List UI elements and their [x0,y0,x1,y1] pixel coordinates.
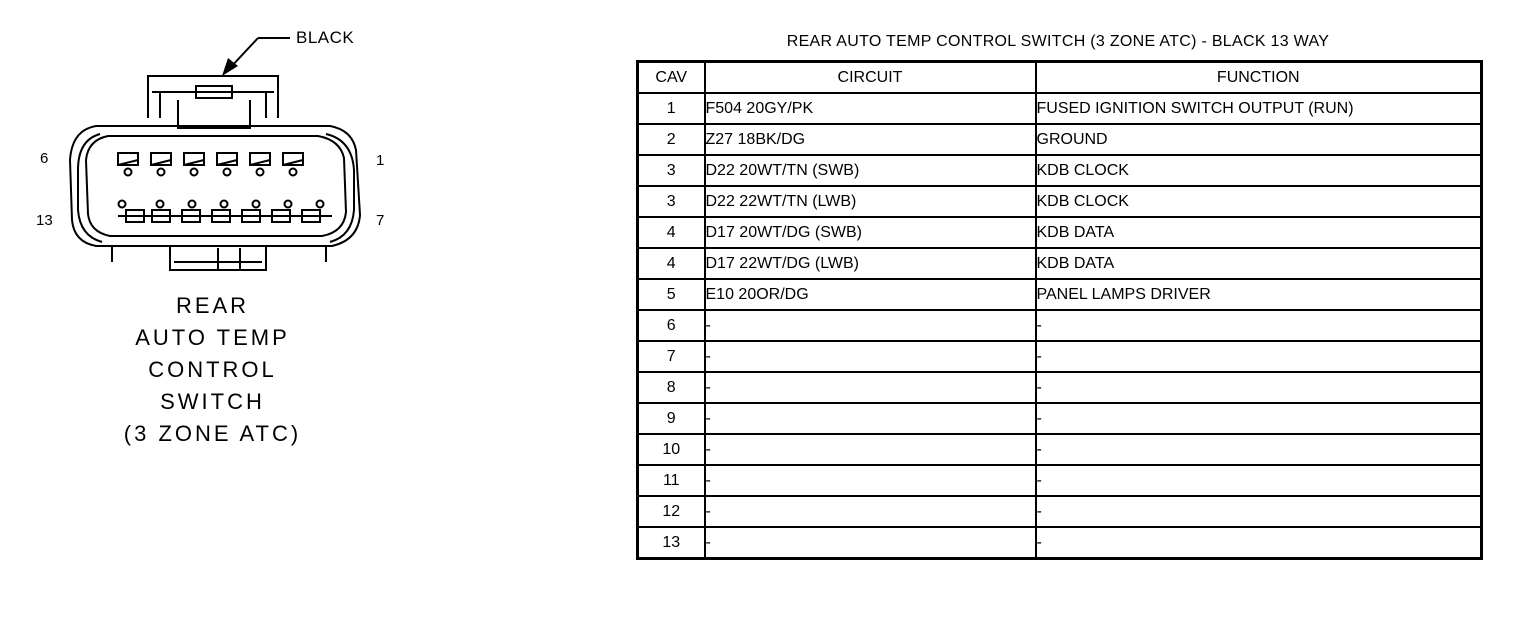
function-cell: KDB CLOCK [1036,155,1482,186]
table-row [638,310,1482,341]
circuit-cell: D22 22WT/TN (LWB) [705,186,1036,217]
circuit-cell: E10 20OR/DG [705,279,1036,310]
function-cell: - [1036,403,1482,434]
function-cell: PANEL LAMPS DRIVER [1036,279,1482,310]
circuit-cell: D17 22WT/DG (LWB) [705,248,1036,279]
table-row [638,217,1482,248]
cav-cell: 13 [638,527,705,559]
cav-cell: 2 [638,124,705,155]
table-row [638,186,1482,217]
table-row [638,496,1482,527]
function-cell: KDB CLOCK [1036,186,1482,217]
circuit-cell: - [705,496,1036,527]
function-cell: - [1036,527,1482,559]
function-cell: - [1036,341,1482,372]
table-title: REAR AUTO TEMP CONTROL SWITCH (3 ZONE ATC) - BLACK 13 WAY [786,33,1330,50]
circuit-cell: - [705,465,1036,496]
color-callout-label: BLACK [296,28,355,47]
pin-label-top-right: 1 [376,152,385,169]
circuit-cell: - [705,372,1036,403]
table-row [638,434,1482,465]
function-cell: - [1036,434,1482,465]
cav-cell: 5 [638,279,705,310]
cav-cell: 6 [638,310,705,341]
pinout-table [636,60,1483,560]
cav-cell: 1 [638,93,705,124]
circuit-cell: - [705,527,1036,559]
function-cell: FUSED IGNITION SWITCH OUTPUT (RUN) [1036,93,1482,124]
table-row [638,527,1482,559]
connector-name-line: CONTROL [148,357,277,382]
connector-name-line: AUTO TEMP [135,325,290,350]
cav-cell: 4 [638,217,705,248]
circuit-cell: F504 20GY/PK [705,93,1036,124]
header-function: FUNCTION [1036,62,1482,94]
circuit-cell: D22 20WT/TN (SWB) [705,155,1036,186]
function-cell: KDB DATA [1036,217,1482,248]
pin-label-top-left: 6 [40,150,49,167]
function-cell: KDB DATA [1036,248,1482,279]
header-cav: CAV [638,62,705,94]
function-cell: GROUND [1036,124,1482,155]
connector-name-line: (3 ZONE ATC) [123,421,302,446]
table-row [638,155,1482,186]
table-row [638,93,1482,124]
circuit-cell: - [705,434,1036,465]
cav-cell: 9 [638,403,705,434]
cav-cell: 4 [638,248,705,279]
cav-cell: 8 [638,372,705,403]
table-row [638,403,1482,434]
connector-name-line: REAR [175,293,250,318]
connector-diagram [0,0,430,460]
table-row [638,279,1482,310]
table-row [638,248,1482,279]
table-body [638,93,1482,559]
cav-cell: 10 [638,434,705,465]
function-cell: - [1036,465,1482,496]
circuit-cell: - [705,403,1036,434]
circuit-cell: - [705,310,1036,341]
pin-label-bottom-right: 7 [376,212,385,229]
circuit-cell: D17 20WT/DG (SWB) [705,217,1036,248]
cav-cell: 7 [638,341,705,372]
cav-cell: 12 [638,496,705,527]
table-row [638,341,1482,372]
function-cell: - [1036,310,1482,341]
table-row [638,124,1482,155]
function-cell: - [1036,372,1482,403]
connector-name-line: SWITCH [160,389,265,414]
connector-name [95,290,330,450]
cav-cell: 11 [638,465,705,496]
cav-cell: 3 [638,155,705,186]
pin-label-bottom-left: 13 [36,212,53,229]
table-header-row [638,62,1482,94]
function-cell: - [1036,496,1482,527]
table-row [638,465,1482,496]
cav-cell: 3 [638,186,705,217]
circuit-cell: - [705,341,1036,372]
circuit-cell: Z27 18BK/DG [705,124,1036,155]
table-row [638,372,1482,403]
header-circuit: CIRCUIT [705,62,1036,94]
